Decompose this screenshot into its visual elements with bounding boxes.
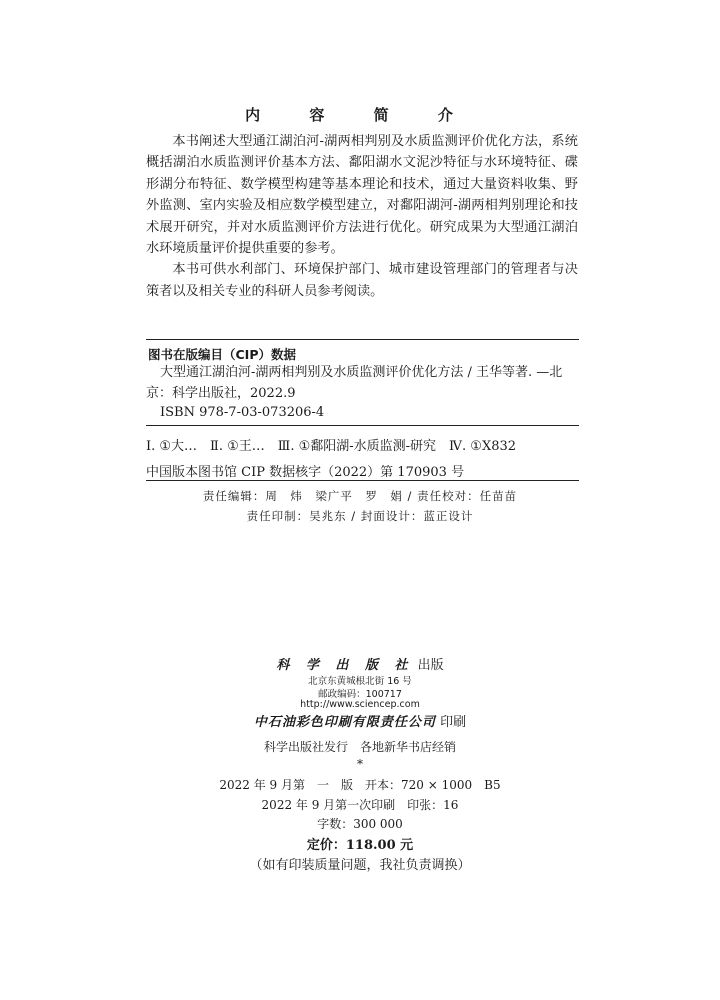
intro-paragraph-2: 本书可供水利部门、环境保护部门、城市建设管理部门的管理者与决策者以及相关专业的科研人员参考阅读。 [146,262,578,299]
intro-paragraph-1: 本书阐述大型通江湖泊河-湖两相判别及水质监测评价优化方法，系统概括湖泊水质监测评价基本方法、鄱阳湖水文泥沙特征与水环境特征、碟形湖分布特征、数学模型构建等基本理论和技术，通过大量资料收集、野外监测、室内实验及相应数学模型建立，对鄱阳湖河-湖两相判别理论和技术展开研究，并对水质监测评价方法进行优化。研究成果为大型通江湖泊水环境质量评价提供重要的参考。 [146,134,578,257]
cip-isbn: ISBN 978-7-03-073206-4 [160,405,325,420]
separator-star: * [357,757,363,771]
intro-body [146,131,578,302]
editor-line: 责任编辑：周 炜 梁广平 罗 娟 / 责任校对：任苗苗 [202,489,518,503]
cip-heading: 图书在版编目（CIP）数据 [148,347,296,362]
publisher-postcode: 邮政编码：100717 [318,689,402,700]
print-design-line: 责任印制：吴兆东 / 封面设计：蓝正设计 [246,509,474,523]
printer-suffix: 印刷 [435,715,467,730]
publisher-url: http://www.sciencep.com [300,699,420,710]
quality-note: （如有印装质量问题，我社负责调换） [249,858,471,873]
publisher-suffix: 出版 [413,658,444,673]
price: 定价：118.00 元 [306,838,414,853]
publisher-seal: 科 学 出 版 社 [276,658,414,673]
word-count: 字数：300 000 [317,817,403,831]
publisher-address: 北京东黄城根北街 16 号 [308,676,412,687]
printer-line [0,711,720,730]
intro-heading: 内 容 简 介 [245,106,475,124]
cip-mid-rule [146,425,579,426]
edition-line: 2022 年 9 月第 一 版 开本：720 × 1000 B5 [219,778,501,792]
distribution-line: 科学出版社发行 各地新华书店经销 [263,740,456,754]
cip-title-line: 大型通江湖泊河-湖两相判别及水质监测评价优化方法 / 王华等著. —北京：科学出版社，2022.9 [146,365,563,401]
printer-name: 中石油彩色印刷有限责任公司 [253,715,436,730]
printing-line: 2022 年 9 月第一次印刷 印张：16 [261,798,459,812]
cip-verification: 中国版本图书馆 CIP 数据核字（2022）第 170903 号 [146,465,465,480]
cip-bottom-rule [146,480,579,481]
cip-classification: Ⅰ. ①大… Ⅱ. ①王… Ⅲ. ①鄱阳湖-水质监测-研究 Ⅳ. ①X832 [146,439,517,454]
publisher-line [0,654,720,673]
cip-top-rule [146,339,579,340]
